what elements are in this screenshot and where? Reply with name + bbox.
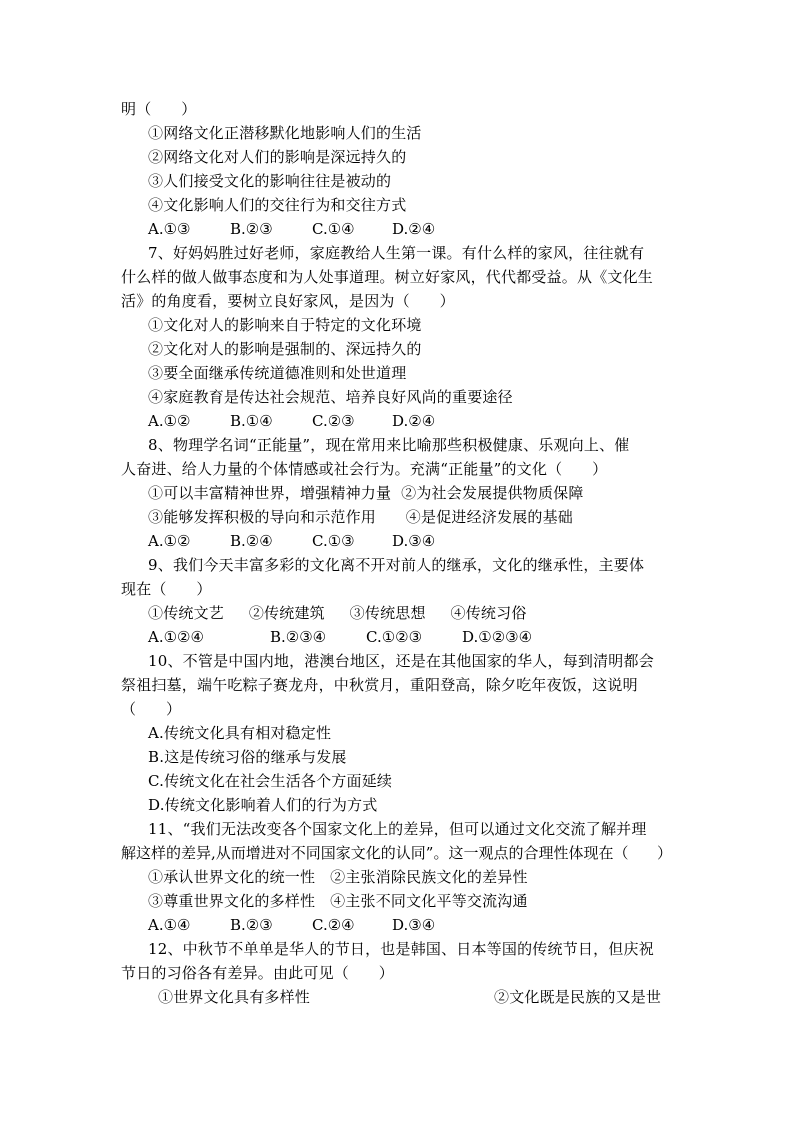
q8-option-c: C.①③: [312, 532, 355, 550]
q7-item-3: ③要全面继承传统道德准则和处世道理: [148, 364, 407, 382]
q11-item-2: ③尊重世界文化的多样性 ④主张不同文化平等交流沟通: [148, 892, 528, 910]
q8-item-1: ①可以丰富精神世界，增强精神力量 ②为社会发展提供物质保障: [148, 484, 584, 502]
q12-item-1: ①世界文化具有多样性: [158, 988, 311, 1006]
q6-option-b: B.②③: [230, 220, 273, 238]
q11-option-b: B.②③: [230, 916, 273, 934]
q7-line-3: 活》的角度看，要树立良好家风，是因为（ ）: [121, 292, 455, 310]
q11-options: [148, 913, 448, 937]
q6-continuation: 明（ ）: [121, 100, 197, 118]
q10-choice-c: C.传统文化在社会生活各个方面延续: [148, 772, 393, 790]
q8-option-b: B.②④: [230, 532, 273, 550]
q8-option-d: D.③④: [392, 532, 436, 550]
q10-choice-b: B.这是传统习俗的继承与发展: [148, 748, 347, 766]
q7-option-a: A.①②: [148, 412, 191, 430]
q8-options: [148, 529, 448, 553]
q6-item-1: ①网络文化正潜移默化地影响人们的生活: [148, 124, 422, 142]
q11-item-1: ①承认世界文化的统一性 ②主张消除民族文化的差异性: [148, 868, 528, 886]
q6-item-4: ④文化影响人们的交往行为和交往方式: [148, 196, 407, 214]
q7-option-d: D.②④: [392, 412, 436, 430]
q11-line-1: 11、“我们无法改变各个国家文化上的差异，但可以通过文化交流了解并理: [148, 820, 647, 838]
q9-option-b: B.②③④: [270, 628, 327, 646]
q11-option-a: A.①④: [148, 916, 191, 934]
q9-line-2: 现在（ ）: [121, 580, 212, 598]
q7-options: [148, 409, 448, 433]
q6-option-d: D.②④: [392, 220, 436, 238]
q9-option-d: D.①②③④: [462, 628, 533, 646]
q7-option-c: C.②③: [312, 412, 355, 430]
q7-item-2: ②文化对人的影响是强制的、深远持久的: [148, 340, 422, 358]
q10-choice-a: A.传统文化具有相对稳定性: [148, 724, 332, 742]
q11-option-d: D.③④: [392, 916, 436, 934]
q9-option-c: C.①②③: [366, 628, 423, 646]
q10-line-3: （ ）: [121, 700, 182, 718]
q8-line-1: 8、物理学名词“正能量”，现在常用来比喻那些积极健康、乐观向上、催: [148, 436, 630, 454]
q6-option-a: A.①③: [148, 220, 191, 238]
q12-line-2: 节日的习俗各有差异。由此可见（ ）: [121, 964, 395, 982]
q10-line-2: 祭祖扫墓，端午吃粽子赛龙舟，中秋赏月，重阳登高，除夕吃年夜饭，这说明: [121, 676, 638, 694]
q7-line-2: 什么样的做人做事态度和为人处事道理。树立好家风，代代都受益。从《文化生: [121, 268, 654, 286]
q9-options: [148, 625, 568, 649]
q11-option-c: C.②④: [312, 916, 355, 934]
q12-item-2: ②文化既是民族的又是世: [494, 988, 662, 1006]
q6-item-2: ②网络文化对人们的影响是深远持久的: [148, 148, 407, 166]
q9-line-1: 9、我们今天丰富多彩的文化离不开对前人的继承，文化的继承性，主要体: [148, 556, 645, 574]
q6-options: [148, 217, 448, 241]
q6-item-3: ③人们接受文化的影响往往是被动的: [148, 172, 392, 190]
q12-line-1: 12、中秋节不单单是华人的节日，也是韩国、日本等国的传统节日，但庆祝: [148, 940, 654, 958]
q9-option-a: A.①②④: [148, 628, 204, 646]
q11-line-2: 解这样的差异,从而增进对不同国家文化的认同”。这一观点的合理性体现在（ ）: [121, 844, 673, 862]
q7-item-1: ①文化对人的影响来自于特定的文化环境: [148, 316, 422, 334]
q7-item-4: ④家庭教育是传达社会规范、培养良好风尚的重要途径: [148, 388, 513, 406]
q8-line-2: 人奋进、给人力量的个体情感或社会行为。充满“正能量”的文化（ ）: [121, 460, 608, 478]
q8-option-a: A.①②: [148, 532, 191, 550]
q7-option-b: B.①④: [230, 412, 273, 430]
q9-item-1: ①传统文艺 ②传统建筑 ③传统思想 ④传统习俗: [148, 604, 527, 622]
q10-line-1: 10、不管是中国内地，港澳台地区，还是在其他国家的华人，每到清明都会: [148, 652, 654, 670]
q7-line-1: 7、好妈妈胜过好老师，家庭教给人生第一课。有什么样的家风，往往就有: [148, 244, 645, 262]
q10-choice-d: D.传统文化影响着人们的行为方式: [148, 796, 378, 814]
q8-item-2: ③能够发挥积极的导向和示范作用 ④是促进经济发展的基础: [148, 508, 574, 526]
q6-option-c: C.①④: [312, 220, 355, 238]
